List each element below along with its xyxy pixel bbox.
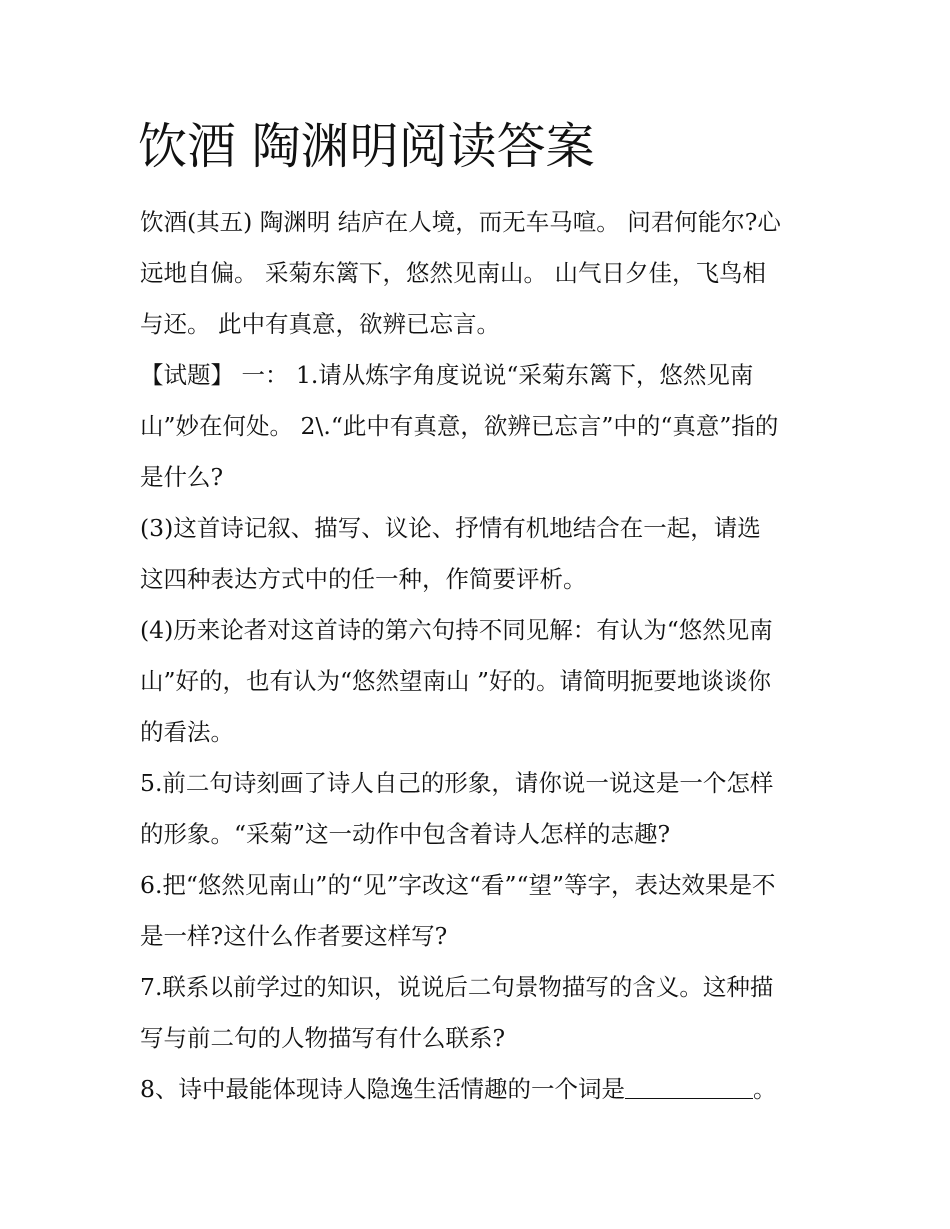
question-line-3: 是什么?	[140, 463, 224, 491]
question-line-1: 【试题】 一： 1.请从炼字角度说说“采菊东篱下，悠然见南	[140, 361, 754, 389]
question-7-line-2: 写与前二句的人物描写有什么联系?	[140, 1024, 506, 1052]
question-4-line-2: 山”好的，也有认为“悠然望南山 ”好的。请简明扼要地谈谈你	[140, 667, 772, 695]
question-3-line-2: 这四种表达方式中的任一种，作简要评析。	[140, 565, 587, 593]
question-4-line-1: (4)历来论者对这首诗的第六句持不同见解：有认为“悠然见南	[140, 616, 773, 644]
poem-line-1: 饮酒(其五) 陶渊明 结庐在人境，而无车马喧。 问君何能尔?心	[140, 208, 781, 236]
question-line-2: 山”妙在何处。 2\.“此中有真意，欲辨已忘言”中的“真意”指的	[140, 412, 779, 440]
question-6-line-2: 是一样?这什么作者要这样写?	[140, 922, 448, 950]
question-7-line-1: 7.联系以前学过的知识，说说后二句景物描写的含义。这种描	[140, 973, 774, 1001]
document-title: 饮酒 陶渊明阅读答案	[138, 118, 595, 175]
question-6-line-1: 6.把“悠然见南山”的“见”字改这“看”“望”等字，表达效果是不	[140, 871, 776, 899]
question-8-text: 8、诗中最能体现诗人隐逸生活情趣的一个词是	[140, 1075, 625, 1103]
question-3-line-1: (3)这首诗记叙、描写、议论、抒情有机地结合在一起，请选	[140, 514, 761, 542]
question-5-line-1: 5.前二句诗刻画了诗人自己的形象，请你说一说这是一个怎样	[140, 769, 774, 797]
answer-blank	[625, 1078, 753, 1099]
question-8-end: 。	[752, 1075, 777, 1103]
poem-line-3: 与还。 此中有真意，欲辨已忘言。	[140, 310, 500, 338]
question-5-line-2: 的形象。“采菊”这一动作中包含着诗人怎样的志趣?	[140, 820, 671, 848]
poem-line-2: 远地自偏。 采菊东篱下，悠然见南山。 山气日夕佳，飞鸟相	[140, 259, 766, 287]
question-4-line-3: 的看法。	[140, 718, 234, 746]
question-8-line	[140, 1073, 776, 1105]
